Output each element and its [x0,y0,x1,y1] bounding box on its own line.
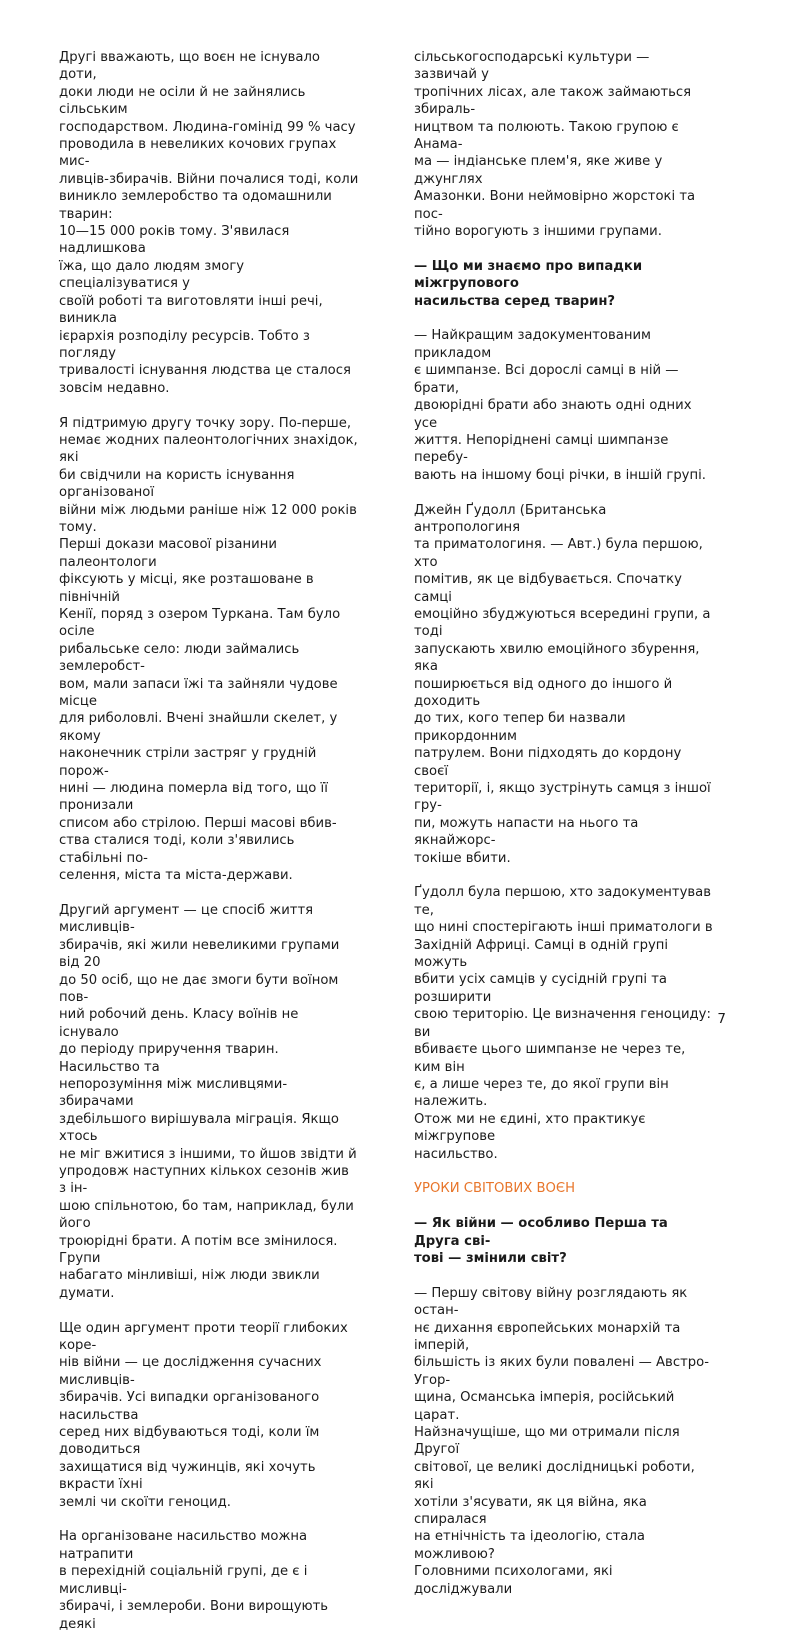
paragraph-goodall-observation: Джейн Ґудолл (Британська антропологиня та приматологиня. — Авт.) була першою, хто помітив, як це відбувається. Спочатку самці емоційно збуджуються всередині групи, а тоді запускають хвилю емоційного збурення, яка поширюється від одного до іншого й доходить до тих, кого тепер би назвали прикордонним патрулем. Вони підходять до кордону своєї території, і, якщо зустрінуть самця з іншої гру- пи, можуть напасти на нього та якнайжорс- токіше вбити. [414,502,711,866]
page-number: 7 [717,1011,726,1027]
right-column [414,49,714,1615]
interview-question-world-wars: — Як війни — особливо Перша та Друга сві- тові — змінили світ? [414,1216,668,1266]
interview-question-animals: — Що ми знаємо про випадки міжгрупового насильства серед тварин? [414,258,643,309]
paragraph-war-origin-views: Другі вважають, що воєн не існувало доти, доки люди не осіли й не зайнялись сільським господарством. Людина-гомінід 99 % часу проводила в невеликих кочових групах мис- ливців-збирачів. Війни почалися тоді, коли виникло землеробство та одомашнили тварин: 10—15 000 років тому. З'явилася надлишкова їжа, що дало людям змогу спеціалізуватися у своїй роботі та виготовляти інші речі, виникла ієрархія розподілу ресурсів. Тобто з погляду тривалості існування людства це сталося зовсім недавно. [59,50,359,396]
paragraph-anamama: сільськогосподарські культури — зазвичай у тропічних лісах, але також займаються збираль- ництвом та полюють. Такою групою є Анама- ма — індіанське плем'я, яке живе у джунглях Амазонки. Вони неймовірно жорстокі та пос- тійно ворогують з іншими групами. [414,50,696,240]
left-column [59,49,359,1650]
paragraph-second-argument: Другий аргумент — це спосіб життя мисливців- збирачів, які жили невеликими групами від 20 до 50 осіб, що не дає змоги бути воїном пов- ний робочий день. Класу воїнів не існувало до періоду приручення тварин. Насильство та непорозуміння між мисливцями-збирачами здебільшого вирішувала міграція. Якщо хтось не міг вжитися з іншими, то йшов звідти й упродовж наступних кількох сезонів жив з ін- шою спільнотою, бо там, наприклад, були його троюрідні брати. А потім все змінилося. Групи набагато мінливіші, ніж люди звикли думати. [59,902,357,1301]
section-heading-world-wars: УРОКИ СВІТОВИХ ВОЄН [414,1181,576,1197]
paragraph-first-argument: Я підтримую другу точку зору. По-перше, немає жодних палеонтологічних знахідок, які би свідчили на користь існування організованої війни між людьми раніше ніж 12 000 років тому. Перші докази масової різанини палеонтологи фіксують у місці, яке розташоване в північній Кенії, поряд з озером Туркана. Там було осіле рибальське село: люди займались землеробст- вом, мали запаси їжі та зайняли чудове місце для риболовлі. Вчені знайшли скелет, у якому наконечник стріли застряг у грудній порож- нині — людина померла від того, що її пронизали списом або стрілою. Перші масові вбив- ства сталися тоді, коли з'явились стабільні по- селення, міста та міста-держави. [59,415,358,884]
answer-chimpanzees: — Найкращим задокументованим прикладом є шимпанзе. Всі дорослі самці в ній — брати, двоюрідні брати або знають одні одних усе життя. Непорідненi самці шимпанзе перебу- вають на іншому боці річки, в іншій групі. [414,328,706,483]
paragraph-goodall-genocide: Ґудолл була першою, хто задокументував те, що нині спостерігають інші приматологи в Західній Африці. Самці в одній групі можуть вбити усіх самців у сусідній групі та розширити свою територію. Це визначення геноциду: ви вбиваєте цього шимпанзе не через те, ким він є, а лише через те, до якої групи він належить. Отож ми не єдині, хто практикує міжгрупове насильство. [414,885,713,1162]
paragraph-transitional-groups: На організоване насильство можна натрапити в перехідній соціальній групі, де є і мисливці- збирачі, і землероби. Вони вирощують деякі [59,1529,329,1632]
paragraph-third-argument: Ще один аргумент проти теорії глибоких коре- нів війни — це дослідження сучасних мисливців- збирачів. Усі випадки організованого насильства серед них відбуваються тоді, коли їм доводиться захищатися від чужинців, які хочуть вкрасти їхні землі чи скоїти геноцид. [59,1320,348,1510]
answer-world-wars: — Першу світову війну розглядають як остан- нє дихання європейських монархій та імперій, більшість із яких були повалені — Австро-Угор- щина, Османська імперія, російський царат. Найзначущіше, що ми отримали після Другої світової, це великі дослідницькі роботи, які хотіли з'ясувати, як ця війна, яка спиралася на етнічність та ідеологію, стала можливою? Головними психологами, які досліджували [414,1285,709,1597]
